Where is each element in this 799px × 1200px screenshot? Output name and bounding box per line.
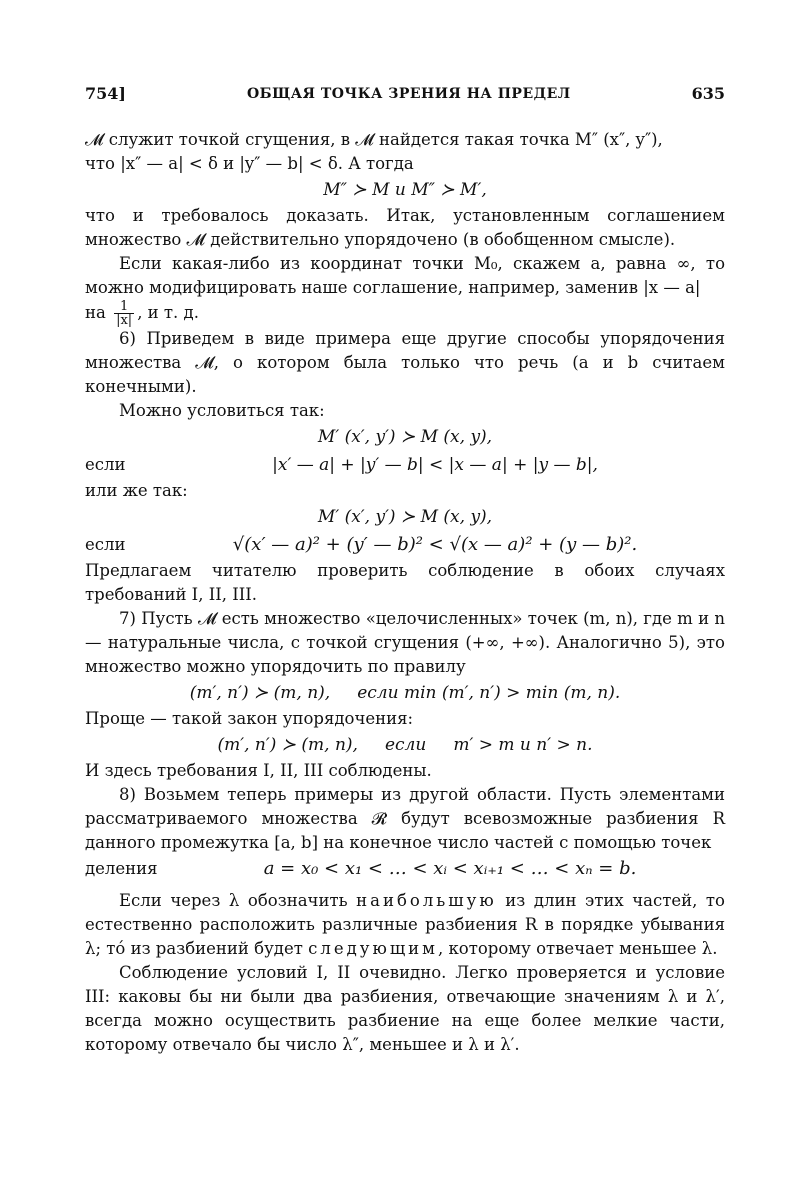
formula-sqrt-distance: √(x′ — a)² + (y′ — b)² < √(x — a)² + (y — b)². [232, 534, 638, 555]
emphasis-sleduyushchim: следующим [308, 939, 438, 958]
paragraph-11-part-e: , которому отвечает меньшее λ. [438, 939, 718, 958]
formula-order-2: M′ (x′, y′) ≻ M (x, y), [317, 507, 493, 527]
paragraph-5: Можно условиться так: [119, 401, 325, 420]
paragraph-4: 6) Приведем в виде примера еще другие способы упорядочения множества 𝓜, о котором была только что речь (a и b считаем конечными). [85, 329, 725, 396]
formula-order-1: M′ (x′, y′) ≻ M (x, y), [317, 427, 493, 447]
partition-row [85, 855, 725, 883]
fraction-one-over-abs-x [114, 300, 134, 327]
formula-abs-sum: |x′ — a| + |y′ — b| < |x — a| + |y — b|, [272, 455, 598, 475]
paragraph-11 [85, 889, 725, 961]
paragraph-11-part-c: из длин этих частей, то естественно расположить различные разбиения R в порядке убывания λ; тó из разбиений будет [85, 891, 725, 958]
formula-simple-order: (m′, n′) ≻ (m, n), если m′ > m и n′ > n. [217, 735, 593, 755]
paragraph-3-tail: , и т. д. [137, 303, 199, 322]
fraction-denominator: |x| [116, 313, 133, 328]
paragraph-12: Соблюдение условий I, II очевидно. Легко проверяется и условие III: каковы бы ни были два разбиения, отвечающие значениям λ и λ′, всегда можно осуществить разбиение на еще более мелкие части, которому отвечало бы число λ″, меньшее и λ и λ′. [85, 963, 725, 1054]
label-esli-1: если [85, 455, 126, 474]
condition-row-1 [85, 451, 725, 479]
formula-partition: a = x₀ < x₁ < … < xᵢ < xᵢ₊₁ < … < xₙ = b. [263, 858, 637, 879]
paragraph-7: 7) Пусть 𝓜 есть множество «целочисленных» точек (m, n), где m и n — натуральные числа, с точкой сгущения (+∞, +∞). Аналогично 5), это множество можно упорядочить по правилу [85, 609, 725, 676]
fraction-numerator: 1 [114, 300, 134, 314]
paragraph-11-part-a: Если через λ обозначить [119, 891, 357, 910]
paragraph-9: И здесь требования I, II, III соблюдены. [85, 761, 432, 780]
paragraph-2: что и требовалось доказать. Итак, установленным соглашением множество 𝓜 действительно упорядочено (в обобщенном смысле). [85, 206, 725, 249]
paragraph-10: 8) Возьмем теперь примеры из другой области. Пусть элементами рассматриваемого множества 𝓡 будут всевозможные разбиения R данного промежутка [a, b] на конечное число частей с помощью точек [85, 785, 725, 852]
running-title: ОБЩАЯ ТОЧКА ЗРЕНИЯ НА ПРЕДЕЛ [246, 86, 571, 102]
section-number: 754] [85, 84, 126, 103]
page-body [85, 128, 725, 1057]
paragraph-1-line-2: что |x″ — a| < δ и |y″ — b| < δ. А тогда [85, 154, 414, 173]
page-number: 635 [691, 84, 725, 103]
paragraph-6: Предлагаем читателю проверить соблюдение в обоих случаях требований I, II, III. [85, 561, 725, 604]
emphasis-naibolshuyu: наибольшую [356, 891, 497, 910]
condition-row-2 [85, 531, 725, 559]
paragraph-3-na: на [85, 303, 106, 322]
page-header [85, 82, 725, 106]
formula-order-m2: M″ ≻ M и M″ ≻ M′, [323, 180, 487, 200]
paragraph-3 [85, 252, 725, 300]
label-esli-2: если [85, 535, 126, 554]
label-delenia: деления [85, 859, 158, 878]
paragraph-8: Проще — такой закон упорядочения: [85, 709, 414, 728]
formula-min-order: (m′, n′) ≻ (m, n), если min (m′, n′) > min (m, n). [189, 683, 621, 703]
paragraph-3-end [85, 300, 725, 327]
line-ili-zhe-tak: или же так: [85, 481, 188, 500]
paragraph-3-text: Если какая-либо из координат точки M₀, скажем a, равна ∞, то можно модифицировать наше соглашение, например, заменив |x — a| [85, 254, 725, 297]
paragraph-1-line-1: 𝓜 служит точкой сгущения, в 𝓜 найдется такая точка M″ (x″, y″), [85, 130, 663, 149]
